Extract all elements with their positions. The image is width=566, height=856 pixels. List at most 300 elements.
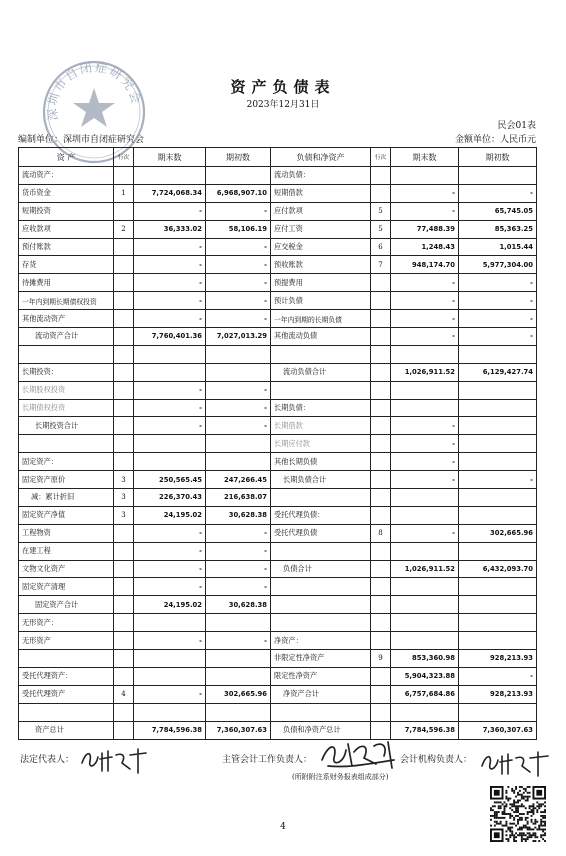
liability-begin-balance: 6,129,427.74: [459, 363, 537, 381]
table-row: [19, 363, 537, 381]
asset-begin-balance: -: [206, 417, 271, 435]
asset-begin-balance: 30,628.38: [206, 596, 271, 614]
liability-line-no: [371, 310, 391, 328]
asset-line-no: [114, 381, 134, 399]
asset-end-balance: [134, 650, 206, 668]
liability-begin-balance: 7,360,307.63: [459, 721, 537, 739]
form-number: 民会01表: [497, 121, 536, 131]
liability-line-no: [371, 489, 391, 507]
asset-item: 固定资产净值: [19, 506, 114, 524]
liability-item: 预收账款: [271, 256, 371, 274]
liability-item: 预提费用: [271, 274, 371, 292]
liability-begin-balance: 1,015.44: [459, 238, 537, 256]
asset-line-no: [114, 453, 134, 471]
liability-begin-balance: -: [459, 667, 537, 685]
liability-line-no: [371, 167, 391, 185]
liability-begin-balance: 65,745.05: [459, 202, 537, 220]
liability-end-balance: -: [391, 471, 459, 489]
page-number: 4: [280, 822, 286, 832]
accounting-head-signature: [478, 748, 554, 778]
asset-line-no: [114, 560, 134, 578]
asset-begin-balance: -: [206, 238, 271, 256]
asset-begin-balance: -: [206, 274, 271, 292]
liability-line-no: [371, 632, 391, 650]
asset-begin-balance: 30,628.38: [206, 506, 271, 524]
liability-item: 净资产：: [271, 632, 371, 650]
liability-item: 其他长期负债: [271, 453, 371, 471]
liability-begin-balance: 5,977,304.00: [459, 256, 537, 274]
liability-line-no: [371, 542, 391, 560]
liability-item: 限定性净资产: [271, 667, 371, 685]
asset-line-no: [114, 578, 134, 596]
asset-line-no: 2: [114, 220, 134, 238]
liability-line-no: 5: [371, 220, 391, 238]
liability-end-balance: [391, 489, 459, 507]
liability-begin-balance: 85,363.25: [459, 220, 537, 238]
liability-end-balance: 853,360.98: [391, 650, 459, 668]
liability-begin-balance: [459, 596, 537, 614]
liability-item: [271, 578, 371, 596]
liability-end-balance: -: [391, 310, 459, 328]
liability-begin-balance: [459, 703, 537, 721]
asset-item: 流动资产合计: [19, 328, 114, 346]
asset-line-no: [114, 721, 134, 739]
asset-line-no: [114, 238, 134, 256]
chief-accountant-signature: [318, 738, 398, 770]
asset-begin-balance: -: [206, 310, 271, 328]
liability-end-balance: [391, 381, 459, 399]
table-row: [19, 542, 537, 560]
liability-end-balance: -: [391, 328, 459, 346]
asset-item: 短期投资: [19, 202, 114, 220]
asset-begin-balance: -: [206, 256, 271, 274]
asset-begin-balance: 216,638.07: [206, 489, 271, 507]
asset-line-no: [114, 256, 134, 274]
liability-end-balance: [391, 345, 459, 363]
table-row: [19, 184, 537, 202]
liability-begin-balance: [459, 578, 537, 596]
asset-end-balance: -: [134, 399, 206, 417]
balance-sheet-table: [18, 147, 537, 740]
liability-item: [271, 345, 371, 363]
liability-item: 流动负债合计: [271, 363, 371, 381]
table-row: [19, 506, 537, 524]
asset-line-no: 1: [114, 184, 134, 202]
asset-begin-balance: 58,106.19: [206, 220, 271, 238]
liability-end-balance: [391, 167, 459, 185]
asset-begin-balance: [206, 703, 271, 721]
table-row: [19, 274, 537, 292]
asset-begin-balance: -: [206, 560, 271, 578]
asset-begin-balance: [206, 650, 271, 668]
table-row: [19, 614, 537, 632]
document-title: 资产负债表: [230, 78, 336, 96]
liability-end-balance: -: [391, 453, 459, 471]
liability-end-balance: 7,784,596.38: [391, 721, 459, 739]
header-liabilities: 负债和净资产: [271, 148, 371, 167]
asset-line-no: 3: [114, 471, 134, 489]
asset-item: 其他流动资产: [19, 310, 114, 328]
currency-unit: 金额单位：人民币元: [454, 135, 536, 145]
liability-line-no: 8: [371, 524, 391, 542]
asset-item: 待摊费用: [19, 274, 114, 292]
liability-begin-balance: 6,432,093.70: [459, 560, 537, 578]
table-row: [19, 524, 537, 542]
liability-item: 长期应付款: [271, 435, 371, 453]
liability-line-no: [371, 721, 391, 739]
liability-item: 应付工资: [271, 220, 371, 238]
asset-line-no: [114, 667, 134, 685]
liability-item: [271, 542, 371, 560]
asset-begin-balance: [206, 614, 271, 632]
liability-end-balance: [391, 399, 459, 417]
liability-end-balance: [391, 542, 459, 560]
liability-item: 受托代理负债：: [271, 506, 371, 524]
asset-item: 固定资产清理: [19, 578, 114, 596]
asset-item: 受托代理资产：: [19, 667, 114, 685]
asset-line-no: [114, 542, 134, 560]
liability-end-balance: [391, 506, 459, 524]
asset-begin-balance: [206, 345, 271, 363]
asset-item: 长期股权投资: [19, 381, 114, 399]
table-row: [19, 238, 537, 256]
liability-item: 长期负债合计: [271, 471, 371, 489]
liability-line-no: [371, 614, 391, 632]
asset-end-balance: -: [134, 417, 206, 435]
liability-line-no: [371, 435, 391, 453]
asset-item: [19, 345, 114, 363]
liability-line-no: [371, 471, 391, 489]
liability-end-balance: -: [391, 417, 459, 435]
liability-line-no: [371, 399, 391, 417]
liability-end-balance: -: [391, 435, 459, 453]
asset-begin-balance: 7,360,307.63: [206, 721, 271, 739]
liability-item: 长期负债：: [271, 399, 371, 417]
liability-end-balance: -: [391, 202, 459, 220]
liability-line-no: [371, 184, 391, 202]
liability-begin-balance: [459, 167, 537, 185]
header-asset: 资 产: [19, 148, 114, 167]
liability-line-no: 6: [371, 238, 391, 256]
asset-end-balance: -: [134, 256, 206, 274]
table-row: [19, 632, 537, 650]
liability-end-balance: 5,904,323.88: [391, 667, 459, 685]
asset-item: 受托代理资产: [19, 685, 114, 703]
liability-line-no: [371, 596, 391, 614]
asset-item: 资产总计: [19, 721, 114, 739]
liability-begin-balance: -: [459, 310, 537, 328]
asset-begin-balance: [206, 363, 271, 381]
liability-line-no: [371, 292, 391, 310]
qr-code: [490, 786, 546, 842]
liability-line-no: [371, 453, 391, 471]
asset-item: 无形资产：: [19, 614, 114, 632]
liability-item: [271, 489, 371, 507]
asset-end-balance: -: [134, 274, 206, 292]
liability-line-no: [371, 667, 391, 685]
liability-end-balance: 1,026,911.52: [391, 560, 459, 578]
asset-begin-balance: -: [206, 578, 271, 596]
table-row: [19, 489, 537, 507]
liability-line-no: 7: [371, 256, 391, 274]
liability-end-balance: 1,026,911.52: [391, 363, 459, 381]
legal-rep-signature: [78, 745, 152, 775]
liability-line-no: [371, 274, 391, 292]
table-row: [19, 417, 537, 435]
liability-item: 负债和净资产总计: [271, 721, 371, 739]
header-begin-balance-2: 期初数: [459, 148, 537, 167]
table-row: [19, 435, 537, 453]
asset-item: 长期债权投资: [19, 399, 114, 417]
asset-item: 货币资金: [19, 184, 114, 202]
liability-line-no: [371, 703, 391, 721]
liability-begin-balance: -: [459, 292, 537, 310]
liability-end-balance: -: [391, 274, 459, 292]
liability-end-balance: 6,757,684.86: [391, 685, 459, 703]
table-row: [19, 220, 537, 238]
liability-item: 负债合计: [271, 560, 371, 578]
table-row: [19, 650, 537, 668]
asset-line-no: [114, 614, 134, 632]
liability-begin-balance: [459, 345, 537, 363]
liability-end-balance: [391, 578, 459, 596]
asset-item: 固定资产原价: [19, 471, 114, 489]
preparing-organization: 编制单位：深圳市自闭症研究会: [18, 135, 145, 145]
liability-end-balance: -: [391, 184, 459, 202]
asset-end-balance: 226,370.43: [134, 489, 206, 507]
asset-begin-balance: -: [206, 632, 271, 650]
table-row: [19, 345, 537, 363]
asset-line-no: [114, 363, 134, 381]
liability-end-balance: [391, 596, 459, 614]
asset-end-balance: [134, 167, 206, 185]
asset-begin-balance: [206, 167, 271, 185]
asset-begin-balance: -: [206, 292, 271, 310]
liability-item: 一年内到期的长期负债: [271, 310, 371, 328]
asset-line-no: [114, 596, 134, 614]
asset-line-no: [114, 328, 134, 346]
asset-line-no: 3: [114, 489, 134, 507]
table-row: [19, 471, 537, 489]
liability-end-balance: 948,174.70: [391, 256, 459, 274]
asset-end-balance: [134, 363, 206, 381]
asset-line-no: [114, 345, 134, 363]
liability-item: [271, 703, 371, 721]
liability-item: 短期借款: [271, 184, 371, 202]
asset-end-balance: -: [134, 524, 206, 542]
asset-line-no: [114, 417, 134, 435]
table-row: [19, 685, 537, 703]
liability-begin-balance: [459, 489, 537, 507]
liability-line-no: [371, 363, 391, 381]
table-row: [19, 167, 537, 185]
liability-begin-balance: [459, 381, 537, 399]
asset-begin-balance: -: [206, 524, 271, 542]
liability-begin-balance: [459, 614, 537, 632]
asset-end-balance: 7,724,068.34: [134, 184, 206, 202]
asset-end-balance: 250,565.45: [134, 471, 206, 489]
asset-item: 固定资产合计: [19, 596, 114, 614]
liability-line-no: [371, 345, 391, 363]
table-row: [19, 721, 537, 739]
liability-item: 长期借款: [271, 417, 371, 435]
asset-item: 长期投资合计: [19, 417, 114, 435]
liability-item: 受托代理负债: [271, 524, 371, 542]
asset-item: 固定资产：: [19, 453, 114, 471]
liability-begin-balance: -: [459, 328, 537, 346]
asset-line-no: [114, 167, 134, 185]
asset-line-no: [114, 703, 134, 721]
liability-begin-balance: [459, 506, 537, 524]
liability-item: [271, 614, 371, 632]
liability-end-balance: 77,488.39: [391, 220, 459, 238]
table-row: [19, 578, 537, 596]
asset-end-balance: -: [134, 542, 206, 560]
liability-end-balance: [391, 614, 459, 632]
asset-item: 应收款项: [19, 220, 114, 238]
asset-begin-balance: -: [206, 399, 271, 417]
footnote: (所附附注系财务报表组成部分): [292, 773, 389, 781]
seal-text: 深圳市自闭症研究会: [45, 60, 144, 122]
asset-end-balance: 24,195.02: [134, 506, 206, 524]
asset-line-no: 3: [114, 506, 134, 524]
asset-end-balance: [134, 435, 206, 453]
legal-representative-label: 法定代表人：: [20, 755, 75, 765]
liability-item: 应交税金: [271, 238, 371, 256]
header-begin-balance: 期初数: [206, 148, 271, 167]
asset-item: 流动资产：: [19, 167, 114, 185]
asset-begin-balance: 7,027,013.29: [206, 328, 271, 346]
table-row: [19, 596, 537, 614]
liability-begin-balance: 302,665.96: [459, 524, 537, 542]
liability-line-no: [371, 685, 391, 703]
asset-line-no: [114, 202, 134, 220]
asset-end-balance: 36,333.02: [134, 220, 206, 238]
asset-end-balance: 7,760,401.36: [134, 328, 206, 346]
asset-end-balance: -: [134, 292, 206, 310]
asset-end-balance: [134, 667, 206, 685]
table-row: [19, 256, 537, 274]
liability-begin-balance: 928,213.93: [459, 650, 537, 668]
table-row: [19, 381, 537, 399]
asset-line-no: 4: [114, 685, 134, 703]
liability-item: 流动负债：: [271, 167, 371, 185]
liability-end-balance: 1,248.43: [391, 238, 459, 256]
liability-line-no: 9: [371, 650, 391, 668]
liability-begin-balance: [459, 435, 537, 453]
asset-end-balance: -: [134, 578, 206, 596]
table-row: [19, 560, 537, 578]
asset-end-balance: [134, 345, 206, 363]
liability-item: 非限定性净资产: [271, 650, 371, 668]
asset-end-balance: -: [134, 310, 206, 328]
asset-end-balance: -: [134, 632, 206, 650]
liability-begin-balance: -: [459, 471, 537, 489]
asset-line-no: [114, 399, 134, 417]
liability-line-no: [371, 560, 391, 578]
asset-item: 长期投资：: [19, 363, 114, 381]
asset-item: 一年内到期长期债权投资: [19, 292, 114, 310]
asset-line-no: [114, 435, 134, 453]
liability-begin-balance: [459, 542, 537, 560]
asset-begin-balance: -: [206, 381, 271, 399]
header-line-no-2: 行次: [371, 148, 391, 167]
liability-line-no: 5: [371, 202, 391, 220]
asset-begin-balance: 247,266.45: [206, 471, 271, 489]
liability-end-balance: -: [391, 524, 459, 542]
asset-item: 文物文化资产: [19, 560, 114, 578]
liability-item: 其他流动负债: [271, 328, 371, 346]
asset-end-balance: -: [134, 202, 206, 220]
table-row: [19, 292, 537, 310]
liability-end-balance: -: [391, 292, 459, 310]
asset-end-balance: [134, 703, 206, 721]
asset-end-balance: -: [134, 685, 206, 703]
asset-end-balance: -: [134, 238, 206, 256]
table-row: [19, 703, 537, 721]
asset-line-no: [114, 632, 134, 650]
liability-begin-balance: [459, 417, 537, 435]
liability-item: [271, 596, 371, 614]
liability-line-no: [371, 417, 391, 435]
accounting-head-label: 会计机构负责人：: [400, 755, 473, 765]
asset-end-balance: -: [134, 381, 206, 399]
asset-line-no: [114, 274, 134, 292]
asset-item: 存货: [19, 256, 114, 274]
asset-item: 减：累计折旧: [19, 489, 114, 507]
asset-begin-balance: [206, 667, 271, 685]
liability-line-no: [371, 578, 391, 596]
liability-begin-balance: -: [459, 274, 537, 292]
liability-line-no: [371, 506, 391, 524]
table-row: [19, 453, 537, 471]
asset-begin-balance: -: [206, 202, 271, 220]
header-end-balance: 期末数: [134, 148, 206, 167]
asset-line-no: [114, 650, 134, 668]
liability-line-no: [371, 328, 391, 346]
table-row: [19, 328, 537, 346]
chief-accountant-label: 主管会计工作负责人：: [222, 755, 313, 765]
asset-end-balance: -: [134, 560, 206, 578]
table-row: [19, 310, 537, 328]
liability-item: 应付款项: [271, 202, 371, 220]
table-row: [19, 399, 537, 417]
asset-begin-balance: -: [206, 542, 271, 560]
asset-begin-balance: [206, 453, 271, 471]
liability-begin-balance: [459, 399, 537, 417]
asset-item: 在建工程: [19, 542, 114, 560]
table-row: [19, 667, 537, 685]
report-date: 2023年12月31日: [246, 100, 320, 110]
liability-item: 预计负债: [271, 292, 371, 310]
liability-begin-balance: 928,213.93: [459, 685, 537, 703]
asset-begin-balance: 6,968,907.10: [206, 184, 271, 202]
liability-begin-balance: -: [459, 184, 537, 202]
asset-end-balance: 24,195.02: [134, 596, 206, 614]
liability-item: [271, 381, 371, 399]
table-header-row: [19, 148, 537, 167]
liability-item: 净资产合计: [271, 685, 371, 703]
header-end-balance-2: 期末数: [391, 148, 459, 167]
asset-end-balance: 7,784,596.38: [134, 721, 206, 739]
liability-line-no: [371, 381, 391, 399]
asset-item: [19, 703, 114, 721]
asset-begin-balance: 302,665.96: [206, 685, 271, 703]
liability-end-balance: [391, 632, 459, 650]
asset-item: 预付账款: [19, 238, 114, 256]
liability-begin-balance: [459, 453, 537, 471]
asset-line-no: [114, 310, 134, 328]
